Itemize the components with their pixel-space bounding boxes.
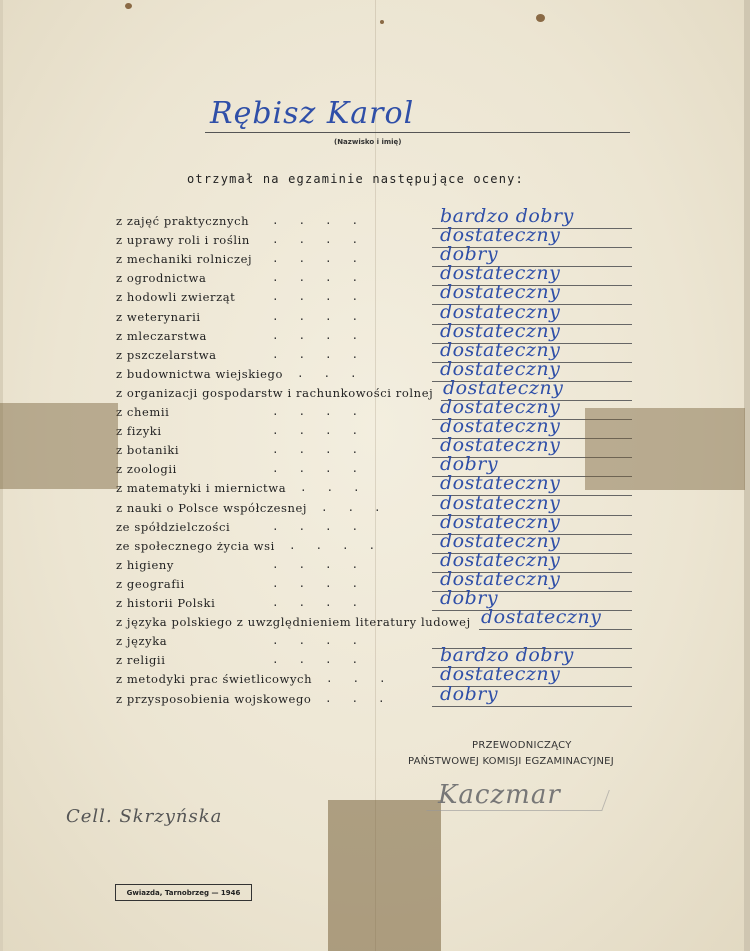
grade-value: dostateczny — [440, 357, 561, 380]
leader-dots: . . . . — [272, 271, 359, 285]
leader-dots: . . . . — [272, 424, 359, 438]
stain-spot — [380, 20, 384, 24]
student-name: Rębisz Karol — [210, 96, 415, 131]
leader-dots: . . . . — [272, 290, 359, 304]
grade-row — [0, 319, 750, 348]
grade-value: dostateczny — [440, 396, 561, 418]
grade-value: dostateczny — [440, 510, 561, 533]
grade-value: dobry — [440, 243, 499, 266]
grade-value: dostateczny — [440, 548, 561, 571]
name-caption: (Nazwisko i imię) — [334, 138, 402, 146]
grade-row — [0, 663, 750, 691]
subject-label: z hodowli zwierząt — [116, 290, 236, 305]
grade-underline — [479, 629, 632, 630]
leader-dots: . . . . — [272, 576, 359, 590]
subject-label: ze społecznego życia wsi — [116, 538, 275, 553]
leader-dots: . . . — [325, 691, 385, 705]
subject-label: z przysposobienia wojskowego — [116, 691, 312, 706]
subject-label: z metodyki prac świetlicowych — [116, 672, 313, 687]
grade-row — [0, 491, 750, 520]
leader-dots: . . . — [300, 481, 360, 495]
grade-row — [0, 587, 750, 615]
subject-label: z fizyki — [116, 424, 162, 439]
grade-row — [0, 338, 750, 367]
grade-row — [0, 682, 750, 711]
leader-dots: . . . . — [272, 462, 359, 476]
grade-row — [0, 300, 750, 329]
printer-mark-text: Gwiazda, Tarnobrzeg — 1946 — [126, 888, 241, 897]
leader-dots: . . . . — [289, 538, 376, 552]
grade-value: bardzo dobry — [440, 205, 574, 227]
grade-value: dobry — [440, 682, 499, 705]
subject-label: z zajęć praktycznych — [116, 214, 250, 228]
subject-label: z geografii — [116, 576, 185, 591]
subject-label: z higieny — [116, 557, 174, 572]
grade-row — [0, 548, 750, 577]
grade-value: dostateczny — [440, 281, 561, 304]
grade-value: dostateczny — [440, 529, 561, 552]
grade-row — [0, 567, 750, 596]
leader-dots: . . . . — [272, 405, 359, 418]
tape-right — [585, 408, 745, 490]
grade-row — [0, 529, 750, 558]
leader-dots: . . . . — [272, 634, 359, 648]
grade-value: dostateczny — [481, 606, 602, 629]
leader-dots: . . . — [321, 500, 381, 514]
leader-dots: . . . . — [272, 214, 359, 227]
grade-value: dostateczny — [440, 224, 561, 247]
grade-value: dostateczny — [443, 376, 564, 399]
leader-dots: . . . . — [272, 233, 359, 247]
grade-row — [0, 262, 750, 290]
tape-bottom — [328, 800, 441, 951]
subject-label: z uprawy roli i roślin — [116, 233, 250, 248]
left-signature: Cell. Skrzyńska — [66, 806, 223, 827]
grade-value: dostateczny — [440, 300, 561, 323]
leader-dots: . . . . — [272, 309, 359, 323]
grade-value: dostateczny — [440, 319, 561, 342]
subject-label: z języka polskiego z uwzględnieniem literatury ludowej — [116, 615, 471, 630]
subject-label: z botaniki — [116, 443, 180, 458]
grade-underline — [432, 706, 632, 707]
subject-label: z budownictwa wiejskiego — [116, 366, 284, 381]
leader-dots: . . . — [297, 366, 357, 380]
subject-label: z języka — [116, 634, 168, 649]
grade-row — [0, 357, 750, 386]
commission-name: PAŃSTWOWEJ KOMISJI EGZAMINACYJNEJ — [408, 756, 614, 767]
subject-label: z historii Polski — [116, 596, 216, 610]
name-underline — [205, 132, 630, 133]
stain-spot — [125, 3, 132, 9]
leader-dots: . . . . — [272, 596, 359, 609]
grade-value: dostateczny — [440, 434, 561, 457]
grade-row — [0, 606, 750, 634]
printer-mark — [115, 884, 252, 901]
subject-label: z religii — [116, 653, 166, 668]
subject-label: z matematyki i miernictwa — [116, 481, 287, 496]
grade-value: dobry — [440, 453, 499, 476]
subject-label: z chemii — [116, 405, 170, 419]
grade-row — [0, 243, 750, 271]
grade-row — [0, 634, 750, 653]
grade-row — [0, 205, 750, 233]
grades-heading: otrzymał na egzaminie następujące oceny: — [187, 172, 524, 186]
grade-value: dostateczny — [440, 262, 561, 285]
grade-value: bardzo dobry — [440, 644, 574, 667]
leader-dots: . . . . — [272, 252, 359, 266]
grade-value: dobry — [440, 587, 499, 609]
grade-row — [0, 281, 750, 309]
subject-label: ze spółdzielczości — [116, 519, 231, 534]
subject-label: z organizacji gospodarstw i rachunkowości rolnej — [116, 385, 434, 400]
leader-dots: . . . . — [272, 653, 359, 667]
subject-label: z weterynarii — [116, 309, 201, 324]
subject-label: z pszczelarstwa — [116, 347, 217, 362]
tape-left — [0, 403, 118, 489]
subject-label: z mechaniki rolniczej — [116, 252, 253, 267]
grade-value: dostateczny — [440, 415, 561, 438]
subject-label: z nauki o Polsce współczesnej — [116, 500, 308, 515]
grade-value: dostateczny — [440, 567, 561, 590]
subject-label: z ogrodnictwa — [116, 271, 207, 286]
grade-row — [0, 644, 750, 672]
grade-row — [0, 224, 750, 252]
subject-label: z mleczarstwa — [116, 328, 207, 343]
grade-row — [0, 510, 750, 539]
chairman-signature: Kaczmar — [438, 780, 561, 810]
grade-value: dostateczny — [440, 338, 561, 361]
grade-value: dostateczny — [440, 491, 561, 514]
leader-dots: . . . . — [272, 347, 359, 361]
leader-dots: . . . . — [272, 328, 359, 342]
grade-value: dostateczny — [440, 663, 561, 686]
subject-label: z zoologii — [116, 462, 177, 477]
leader-dots: . . . — [326, 672, 386, 686]
grade-value: dostateczny — [440, 472, 561, 495]
chairman-title: PRZEWODNICZĄCY — [472, 740, 572, 751]
leader-dots: . . . . — [272, 519, 359, 533]
leader-dots: . . . . — [272, 557, 359, 571]
stain-spot — [536, 14, 545, 22]
leader-dots: . . . . — [272, 443, 359, 457]
